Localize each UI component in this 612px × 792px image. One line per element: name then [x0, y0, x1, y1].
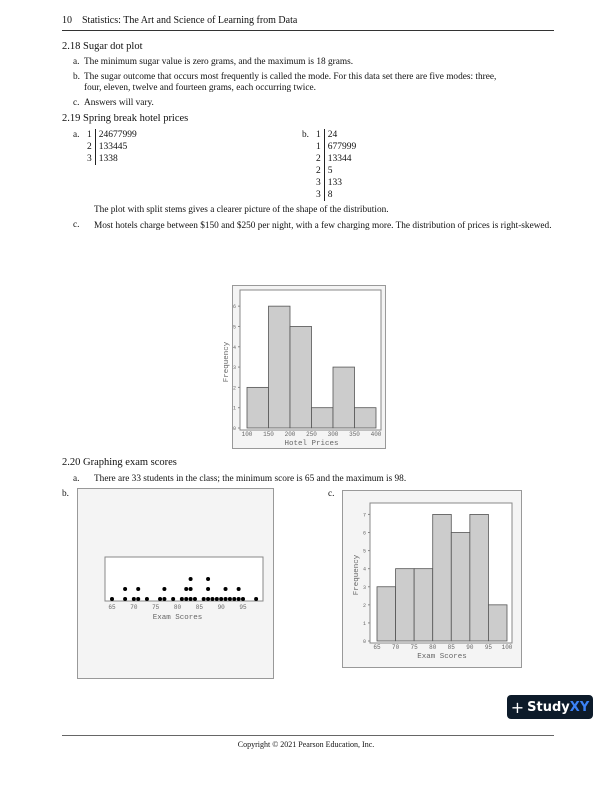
x-tick-label: 80	[429, 644, 437, 651]
item-label: a.	[73, 57, 80, 67]
histogram-bar	[333, 367, 355, 428]
dot	[184, 597, 188, 601]
dot	[206, 587, 210, 591]
logo-text: Study	[527, 699, 570, 715]
histogram-bar	[488, 605, 507, 641]
dot	[210, 597, 214, 601]
x-tick-label: 200	[284, 431, 296, 438]
dot	[224, 587, 228, 591]
stem: 1	[313, 141, 324, 153]
y-tick-label: 1	[362, 620, 366, 627]
y-tick-label: 0	[362, 639, 366, 645]
item-label: a.	[73, 474, 80, 484]
book-title: Statistics: The Art and Science of Learning from Data	[82, 15, 298, 26]
dot	[145, 597, 149, 601]
dot	[206, 577, 210, 581]
y-tick-label: 4	[362, 566, 366, 573]
dot	[189, 577, 193, 581]
x-tick-label: 70	[391, 644, 400, 651]
dot	[241, 597, 245, 601]
stem: 3	[84, 153, 95, 165]
histogram-bar	[396, 569, 415, 641]
item-text: Answers will vary.	[84, 98, 154, 108]
x-tick-label: 75	[410, 644, 418, 651]
item-label: c.	[328, 489, 335, 499]
x-tick-label: 95	[239, 604, 247, 611]
y-tick-label: 4	[232, 344, 236, 351]
item-text: There are 33 students in the class; the minimum score is 65 and the maximum is 98.	[94, 474, 407, 484]
dot	[123, 587, 127, 591]
x-axis-label: Hotel Prices	[284, 440, 339, 448]
item-label: b.	[73, 72, 80, 82]
y-axis-label: Frequency	[353, 554, 361, 596]
leaves: 8	[327, 190, 333, 200]
histogram-bar	[433, 514, 452, 641]
dot	[237, 587, 241, 591]
x-tick-label: 90	[466, 644, 474, 651]
x-tick-label: 95	[484, 644, 493, 651]
dot	[232, 597, 236, 601]
histogram-svg	[223, 286, 385, 448]
dot	[132, 597, 136, 601]
stem-row	[313, 165, 359, 177]
stem: 1	[313, 129, 324, 141]
stem-row	[313, 141, 359, 153]
stem: 2	[313, 153, 324, 165]
stem-row	[84, 153, 140, 165]
histogram-svg	[343, 491, 521, 667]
section-2-20-heading: 2.20 Graphing exam scores	[62, 457, 177, 468]
x-tick-label: 250	[306, 431, 317, 438]
leaves: 133445	[98, 142, 128, 152]
exam-dot-plot	[77, 488, 274, 679]
dot	[162, 597, 166, 601]
x-axis-label: Exam Scores	[417, 653, 467, 661]
stem-and-leaf-plot-a	[84, 129, 140, 165]
item-label: a.	[73, 130, 80, 140]
dot	[224, 597, 228, 601]
x-tick-label: 85	[447, 644, 455, 651]
y-axis-label: Frequency	[223, 341, 231, 383]
x-tick-label: 85	[195, 604, 203, 611]
y-tick-label: 3	[362, 584, 366, 591]
plot-frame	[105, 557, 263, 601]
dot	[162, 587, 166, 591]
x-tick-label: 65	[373, 644, 381, 651]
histogram-bar	[269, 306, 291, 428]
x-tick-label: 350	[349, 431, 360, 438]
page-number: 10	[62, 15, 72, 26]
leaves: 133	[327, 178, 342, 188]
item-label: c.	[73, 220, 80, 230]
stem-and-leaf-plot-b	[313, 129, 359, 201]
stem: 3	[313, 189, 324, 201]
header-rule	[62, 30, 554, 31]
x-tick-label: 65	[108, 604, 116, 611]
copyright: Copyright © 2021 Pearson Education, Inc.	[237, 740, 375, 749]
item-text: The sugar outcome that occurs most frequently is called the mode. For this data set there are five modes: three,	[84, 72, 497, 82]
hotel-price-histogram	[223, 285, 386, 449]
leaves: 677999	[327, 142, 357, 152]
leaves: 13344	[327, 154, 352, 164]
y-tick-label: 5	[232, 324, 236, 331]
y-tick-label: 6	[232, 304, 236, 311]
stem: 2	[313, 165, 324, 177]
stem-row	[313, 177, 359, 189]
y-tick-label: 6	[362, 530, 366, 537]
histogram-bar	[312, 408, 334, 428]
dot	[228, 597, 232, 601]
dot	[202, 597, 206, 601]
stem-row	[313, 189, 359, 201]
item-text: The minimum sugar value is zero grams, and the maximum is 18 grams.	[84, 57, 354, 67]
dot	[193, 597, 197, 601]
histogram-bar	[414, 569, 433, 641]
x-tick-label: 70	[130, 604, 138, 611]
y-tick-label: 0	[232, 426, 236, 432]
stem: 1	[84, 129, 95, 141]
histogram-bar	[355, 408, 377, 428]
dot	[189, 597, 193, 601]
running-header	[62, 15, 297, 26]
histogram-bar	[290, 326, 312, 428]
stem-row	[313, 129, 359, 141]
footer-rule	[62, 735, 554, 736]
item-text: Most hotels charge between $150 and $250 per night, with a few charging more. The distribution of prices is right-skewed.	[94, 221, 552, 231]
dot	[215, 597, 219, 601]
dot-plot-svg	[78, 489, 273, 678]
leaves: 5	[327, 166, 333, 176]
x-tick-label: 100	[241, 431, 253, 438]
dot	[110, 597, 114, 601]
x-tick-label: 100	[501, 644, 513, 651]
histogram-bar	[451, 533, 470, 641]
stem-row	[84, 129, 140, 141]
leaves: 24677999	[98, 130, 137, 140]
x-axis-label: Exam Scores	[152, 614, 203, 622]
y-tick-label: 2	[362, 602, 366, 609]
stem-row	[84, 141, 140, 153]
dot	[123, 597, 127, 601]
dot	[171, 597, 175, 601]
stem: 2	[84, 141, 95, 153]
logo-text-accent: XY	[569, 699, 590, 715]
x-tick-label: 75	[152, 604, 160, 611]
stem-plot-note: The plot with split stems gives a clearer picture of the shape of the distribution.	[94, 205, 389, 215]
dot	[180, 597, 184, 601]
item-label: c.	[73, 98, 80, 108]
dot	[184, 587, 188, 591]
dot	[136, 587, 140, 591]
dot	[189, 587, 193, 591]
histogram-bar	[247, 387, 269, 428]
plus-icon: +	[510, 697, 525, 717]
section-2-18-heading: 2.18 Sugar dot plot	[62, 41, 143, 52]
stem: 3	[313, 177, 324, 189]
histogram-bar	[470, 514, 489, 641]
x-tick-label: 300	[327, 431, 339, 438]
leaves: 24	[327, 130, 338, 140]
studyxy-logo	[507, 695, 593, 719]
dot	[219, 597, 223, 601]
item-label: b.	[62, 489, 69, 499]
item-text: four, eleven, twelve and fourteen grams, each occurring twice.	[84, 83, 316, 93]
section-2-19-heading: 2.19 Spring break hotel prices	[62, 113, 189, 124]
exam-histogram	[342, 490, 522, 668]
dot	[206, 597, 210, 601]
y-tick-label: 5	[362, 548, 366, 555]
stem-row	[313, 153, 359, 165]
y-tick-label: 3	[232, 365, 236, 372]
leaves: 1338	[98, 154, 118, 164]
y-tick-label: 1	[232, 405, 236, 412]
dot	[254, 597, 258, 601]
x-tick-label: 90	[217, 604, 225, 611]
dot	[136, 597, 140, 601]
y-tick-label: 2	[232, 385, 236, 392]
dot	[237, 597, 241, 601]
y-tick-label: 7	[362, 512, 366, 519]
x-tick-label: 150	[263, 431, 274, 438]
item-label: b.	[302, 130, 309, 140]
x-tick-label: 400	[370, 431, 382, 438]
histogram-bar	[377, 587, 396, 641]
x-tick-label: 80	[173, 604, 182, 611]
dot	[158, 597, 162, 601]
